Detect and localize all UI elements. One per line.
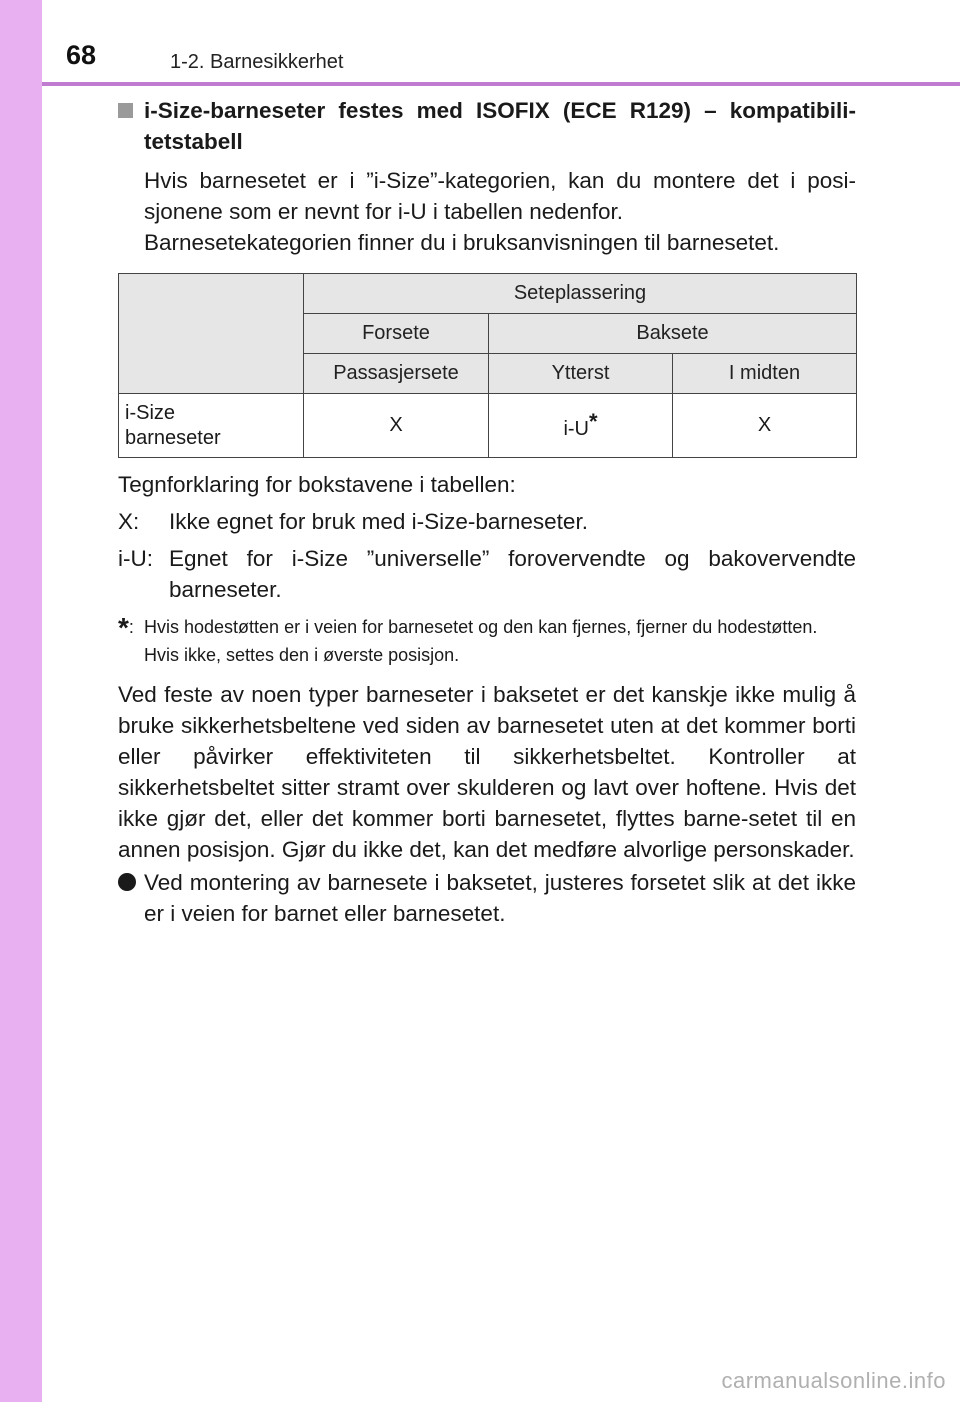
footnote-body — [144, 613, 856, 669]
page-header — [42, 0, 960, 90]
bullet-item — [118, 867, 856, 929]
compatibility-table — [118, 273, 857, 458]
bullet-text: Ved montering av barnesete i baksetet, justeres forsetet slik at det ikke er i veien for barnet eller barnesetet. — [144, 870, 856, 926]
footnote-colon: : — [128, 617, 134, 637]
legend-key: X: — [118, 509, 140, 534]
cell-middle: X — [673, 394, 857, 458]
header-passenger-seat: Passasjersete — [304, 354, 489, 394]
footnote-line: Hvis ikke, settes den i øverste posisjon. — [144, 645, 460, 665]
cell-outer — [489, 394, 673, 458]
watermark: carmanualsonline.info — [721, 1368, 946, 1393]
row-label-line: barneseter — [125, 426, 221, 449]
table-header-row — [119, 274, 857, 314]
row-label — [119, 394, 304, 458]
cell-outer-value: i-U — [563, 418, 589, 440]
bullet-dot-icon — [118, 873, 136, 891]
header-front-seat: Forsete — [304, 314, 489, 354]
footnote-marker: * — [588, 409, 598, 434]
row-label-line: i-Size — [125, 401, 176, 424]
footnote-star: * — [118, 612, 129, 643]
footnote-line: Hvis hodestøtten er i veien for barnesetet og den kan fjernes, fjerner du hodestøtten. — [144, 617, 818, 637]
table-row — [119, 394, 857, 458]
section-title: 1-2. Barnesikkerhet — [170, 51, 344, 73]
intro-text — [118, 165, 856, 258]
page-content — [118, 95, 856, 929]
legend-item — [118, 506, 856, 537]
header-seat-position: Seteplassering — [304, 274, 857, 314]
intro-line: Barnesetekategorien finner du i bruksanvisningen til barnesetet. — [144, 230, 780, 255]
cell-passenger: X — [304, 394, 489, 458]
body-paragraph: Ved feste av noen typer barneseter i baksetet er det kanskje ikke mulig å bruke sikkerhetsbeltene ved siden av barnesetet uten at det kommer borti eller påvirker effektiviteten til sikkerhetsbeltet. Kontroller at sikkerhetsbeltet sitter stramt over skulderen og lavt over hoftene. Hvis det ikke gjør det, eller det kommer borti barnesetet, flyttes barne-setet til en annen posisjon. Gjør du ikke det, kan det medføre alvorlige personskader. — [118, 682, 856, 862]
legend-title: Tegnforklaring for bokstavene i tabellen: — [118, 472, 516, 497]
intro-line: Hvis barnesetet er i ”i-Size”-kategorien, kan du montere det i posi-sjonene som er nevnt for i-U i tabellen nedenfor. — [144, 168, 856, 224]
legend-text: Egnet for i-Size ”universelle” forovervendte og bakovervendte barneseter. — [169, 546, 856, 602]
header-rear-seat: Baksete — [489, 314, 857, 354]
header-middle-seat: I midten — [673, 354, 857, 394]
page-margin-band — [0, 0, 42, 1402]
heading-text: i-Size-barneseter festes med ISOFIX (ECE R129) – kompatibili-tetstabell — [144, 98, 856, 154]
section-heading — [118, 95, 856, 157]
legend-item — [118, 543, 856, 605]
header-outer-seat: Ytterst — [489, 354, 673, 394]
header-rule — [42, 82, 960, 86]
square-bullet-icon — [118, 103, 133, 118]
footnote — [118, 613, 856, 669]
legend-text: Ikke egnet for bruk med i-Size-barneseter. — [169, 509, 588, 534]
footnote-mark — [118, 613, 144, 669]
page-number: 68 — [66, 40, 97, 70]
legend-key: i-U: — [118, 546, 153, 571]
table-corner-cell — [119, 274, 304, 394]
